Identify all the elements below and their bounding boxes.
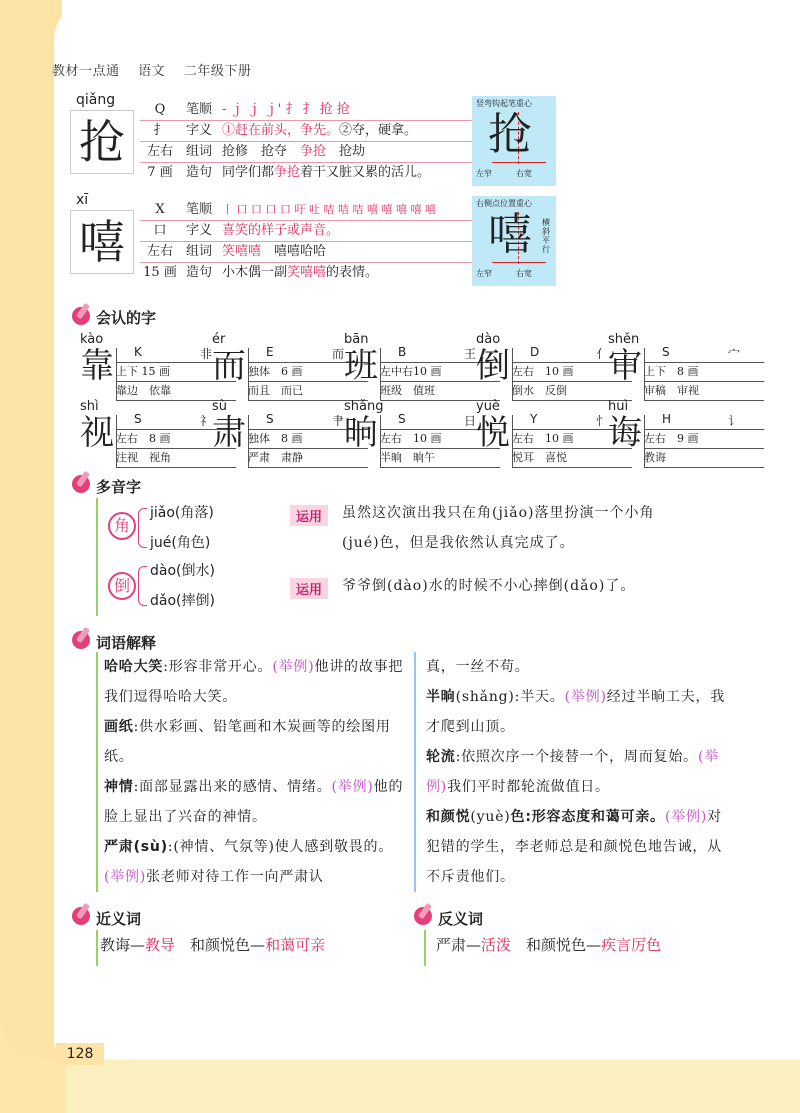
explain-entry xyxy=(426,742,736,802)
rec-words: 注视 视角 xyxy=(116,449,236,468)
header-grade: 二年级下册 xyxy=(183,64,252,79)
card-initial: X xyxy=(155,202,165,217)
explain-entry xyxy=(426,682,736,742)
card-label: 组词 xyxy=(186,244,213,259)
rec-words: 悦耳 喜悦 xyxy=(512,449,632,468)
rec-pinyin: shì xyxy=(80,399,99,414)
card-initial: Q xyxy=(154,102,166,117)
rec-radical: 忄 xyxy=(596,414,609,428)
ant-answer: 活泼 xyxy=(481,936,512,954)
example: 经过半晌工夫，我才爬到山顶。 xyxy=(426,689,726,735)
rec-structure: 左右 10 画 xyxy=(512,430,632,449)
rec-words: 倒水 反倒 xyxy=(512,382,632,401)
example: 张老师对待工作一向严肃认 xyxy=(146,869,324,885)
explain-entry xyxy=(104,772,409,832)
card-char: 抢 xyxy=(70,110,134,174)
card-label: 造句 xyxy=(186,165,213,180)
rec-structure: 左右 8 画 xyxy=(116,430,236,449)
example-label: (举例) xyxy=(272,659,315,675)
header-subject: 语文 xyxy=(138,64,166,79)
ant-word: 严肃— xyxy=(436,936,482,954)
polyphone-usage xyxy=(342,498,742,558)
example: 他讲的故事把我们逗得哈哈大笑。 xyxy=(104,659,404,705)
rec-structure: 独体 6 画 xyxy=(248,363,368,382)
rec-initial: Y xyxy=(530,412,538,426)
example: 他的脸上显出了兴奋的神情。 xyxy=(104,779,404,825)
rec-pinyin: dào xyxy=(476,332,501,347)
usage-line: (jué)色，但是我依然认真完成了。 xyxy=(342,535,575,551)
rec-initial: S xyxy=(266,412,274,426)
synonyms-title: 近义词 xyxy=(96,910,142,928)
rec-char: 班 xyxy=(344,346,378,386)
use-tag: 运用 xyxy=(290,505,328,526)
term: 轮流 xyxy=(426,749,456,765)
rec-structure: 左右 10 画 xyxy=(512,363,632,382)
card-label: 造句 xyxy=(186,265,213,280)
polyphone-char: 角 xyxy=(108,512,136,540)
pencil-icon xyxy=(72,907,90,925)
writing-tip-right: 右宽 xyxy=(516,269,532,278)
writing-tip-char: 抢 xyxy=(488,109,532,160)
writing-tip-char: 嘻 xyxy=(488,209,532,260)
syn-word: 和颜悦色— xyxy=(190,936,266,954)
rec-radical: 宀 xyxy=(728,347,741,361)
use-tag: 运用 xyxy=(290,578,328,599)
rec-radical: 肀 xyxy=(332,414,345,428)
explain-entry xyxy=(426,802,736,892)
card-structure: 左右 xyxy=(146,144,173,159)
rec-radical: 亻 xyxy=(596,347,609,361)
card-stroke-count: 15 画 xyxy=(143,265,177,280)
rec-pinyin: sù xyxy=(212,399,228,414)
card-meaning-1: 喜笑的样子或声音。 xyxy=(222,223,340,238)
rec-initial: H xyxy=(662,412,672,426)
definition: :半天。 xyxy=(514,689,565,705)
card-label: 字义 xyxy=(186,223,213,238)
rec-radical: 讠 xyxy=(728,414,741,428)
header-series: 教材一点通 xyxy=(52,64,120,79)
explain-entry xyxy=(104,652,409,712)
rec-initial: S xyxy=(134,412,142,426)
card-meaning-2: ②夺，硬拿。 xyxy=(339,123,418,138)
card-meaning-1: ①赶在前头，争先。 xyxy=(222,123,340,138)
rec-pinyin: kào xyxy=(80,332,104,347)
pencil-icon xyxy=(72,475,90,493)
term: 哈哈大笑 xyxy=(104,659,164,675)
card-pinyin: xī xyxy=(76,192,89,208)
explain-title: 词语解释 xyxy=(96,634,157,652)
example-label: (举例) xyxy=(331,779,374,795)
rec-structure: 上下 15 画 xyxy=(116,363,236,382)
rec-words: 半晌 晌午 xyxy=(380,449,500,468)
rec-char: 悦 xyxy=(476,413,510,453)
rec-radical: 日 xyxy=(464,414,477,428)
rec-char: 审 xyxy=(608,346,642,386)
card-radical: 扌 xyxy=(153,123,167,138)
rec-char: 倒 xyxy=(476,346,510,386)
card-pinyin: qiǎng xyxy=(76,92,116,108)
rec-radical: 礻 xyxy=(200,414,213,428)
antonyms-line xyxy=(436,934,661,955)
card-word-highlight: 争抢 xyxy=(300,144,327,159)
polyphone-title: 多音字 xyxy=(96,478,142,496)
writing-tip-title: 右侧点位置重心 xyxy=(476,199,532,208)
rec-char: 肃 xyxy=(212,413,246,453)
ant-answer: 疾言厉色 xyxy=(601,936,662,954)
rec-structure: 左右 9 画 xyxy=(644,430,764,449)
rec-initial: S xyxy=(662,345,670,359)
antonyms-divider xyxy=(424,930,426,966)
definition: :(神情、气氛等)使人感到敬畏的。 xyxy=(167,839,394,855)
rec-pinyin: yuè xyxy=(476,399,500,414)
rec-char: 诲 xyxy=(608,413,642,453)
recognize-title: 会认的字 xyxy=(96,309,157,327)
term: 神情 xyxy=(104,779,134,795)
polyphone-reading: jué(角色) xyxy=(150,535,211,551)
rec-table xyxy=(644,412,764,468)
rec-words: 靠边 依靠 xyxy=(116,382,236,401)
recognize-item xyxy=(608,401,768,465)
rec-words: 严肃 肃静 xyxy=(248,449,368,468)
rec-char: 靠 xyxy=(80,346,114,386)
rec-words: 审稿 审视 xyxy=(644,382,764,401)
writing-tip xyxy=(472,96,556,186)
card-label: 笔顺 xyxy=(186,202,213,217)
card-word: 抢劫 xyxy=(326,144,366,159)
pencil-icon xyxy=(414,907,432,925)
card-radical: 口 xyxy=(153,223,167,238)
card-word-highlight: 笑嘻嘻 xyxy=(222,244,262,259)
recognize-item xyxy=(608,334,768,398)
rec-structure: 左中右10 画 xyxy=(380,363,500,382)
definition: 色:形容态度和蔼可亲。 xyxy=(510,809,665,825)
explain-divider xyxy=(96,652,98,892)
writing-tip-left: 左窄 xyxy=(476,169,492,178)
polyphone-bracket xyxy=(138,508,147,548)
rec-pinyin: huì xyxy=(608,399,629,414)
polyphone-usage: 爷爷倒(dào)水的时候不小心摔倒(dǎo)了。 xyxy=(342,578,636,594)
rec-pinyin: ér xyxy=(212,332,226,347)
card-word: 抢修 抢夺 xyxy=(222,144,301,159)
rec-structure: 左右 10 画 xyxy=(380,430,500,449)
card-sentence: 着干又脏又累的活儿。 xyxy=(300,165,431,180)
explain-column-divider xyxy=(414,652,416,892)
rec-initial: K xyxy=(134,345,142,359)
page-side-band xyxy=(0,0,62,1060)
term: 画纸 xyxy=(104,719,134,735)
explain-entry xyxy=(104,832,409,892)
polyphone-reading: jiǎo(角落) xyxy=(150,505,214,521)
card-sentence: 小木偶一副 xyxy=(222,265,288,280)
rec-initial: E xyxy=(266,345,274,359)
definition: :形容非常开心。 xyxy=(163,659,273,675)
page-header xyxy=(52,60,265,79)
synonyms-line xyxy=(100,934,325,955)
term-pinyin: (yuè) xyxy=(470,809,511,825)
rec-pinyin: shǎng xyxy=(344,399,384,414)
polyphone-reading: dào(倒水) xyxy=(150,563,215,579)
example: 对犯错的学生，李老师总是和颜悦色地告诫，从不斥责他们。 xyxy=(426,809,722,885)
polyphone-divider xyxy=(96,498,98,616)
explain-continuation: 真，一丝不苟。 xyxy=(426,659,530,675)
rec-structure: 独体 8 画 xyxy=(248,430,368,449)
card-sentence-highlight: 争抢 xyxy=(274,165,301,180)
card-stroke-order: 丨 口 口 口 口 吁 吐 咭 咭 咭 嘻 嘻 嘻 嘻 嘻 xyxy=(222,203,436,216)
writing-tip-side: 横斜平行 xyxy=(542,218,550,254)
card-stroke-order: - ｊ ｊ ｊ' 扌 扌 抢 抢 xyxy=(222,102,350,117)
rec-initial: B xyxy=(398,345,407,359)
card-stroke-count: 7 画 xyxy=(147,165,173,180)
rec-char: 而 xyxy=(212,346,246,386)
term: 严肃(sù) xyxy=(104,839,168,855)
explain-entry xyxy=(104,712,409,772)
card-word: 嘻嘻哈哈 xyxy=(261,244,327,259)
definition: :供水彩画、铅笔画和木炭画等的绘图用纸。 xyxy=(104,719,391,765)
rec-words: 班级 值班 xyxy=(380,382,500,401)
rec-pinyin: bān xyxy=(344,332,369,347)
writing-tip xyxy=(472,196,556,286)
ant-word: 和颜悦色— xyxy=(526,936,602,954)
card-char: 嘻 xyxy=(70,210,134,274)
term: 半晌 xyxy=(426,689,456,705)
polyphone-reading: dǎo(摔倒) xyxy=(150,593,215,609)
rec-char: 视 xyxy=(80,413,114,453)
explain-right xyxy=(426,652,736,892)
card-sentence: 同学们都 xyxy=(222,165,275,180)
writing-tip-left: 左窄 xyxy=(476,269,492,278)
example-label: (举例) xyxy=(104,869,147,885)
char-card-qiang xyxy=(70,92,556,186)
example-label: (举例) xyxy=(564,689,607,705)
antonyms-title: 反义词 xyxy=(438,910,484,928)
synonyms-divider xyxy=(96,930,98,966)
writing-tip-right: 右宽 xyxy=(516,169,532,178)
card-label: 笔顺 xyxy=(186,102,213,117)
explain-left xyxy=(104,652,409,892)
rec-structure: 上下 8 画 xyxy=(644,363,764,382)
pencil-icon xyxy=(72,307,90,325)
rec-radical: 王 xyxy=(464,347,477,361)
rec-pinyin: shěn xyxy=(608,332,640,347)
syn-answer: 和蔼可亲 xyxy=(265,936,326,954)
definition: :依照次序一个接替一个，周而复始。 xyxy=(455,749,698,765)
writing-tip-title: 竖弯钩起笔重心 xyxy=(476,99,532,108)
card-structure: 左右 xyxy=(146,244,173,259)
polyphone-bracket xyxy=(138,566,147,606)
syn-answer: 教导 xyxy=(145,936,176,954)
card-sentence: 的表情。 xyxy=(326,265,379,280)
definition: :面部显露出来的感情、情绪。 xyxy=(133,779,332,795)
rec-radical: 非 xyxy=(200,347,213,361)
rec-words: 教诲 xyxy=(644,449,764,468)
example-label: (举例) xyxy=(426,749,719,795)
char-card-xi xyxy=(70,192,556,286)
polyphone-char: 倒 xyxy=(108,572,136,600)
card-label: 字义 xyxy=(186,123,213,138)
term-pinyin: (shǎng) xyxy=(455,689,515,705)
pencil-icon xyxy=(72,631,90,649)
term: 和颜悦 xyxy=(426,809,471,825)
rec-radical: 而 xyxy=(332,347,345,361)
example-label: (举例) xyxy=(664,809,708,825)
usage-line: 虽然这次演出我只在角(jiǎo)落里扮演一个小角 xyxy=(342,505,655,521)
syn-word: 教诲— xyxy=(100,936,146,954)
rec-initial: S xyxy=(398,412,406,426)
card-label: 组词 xyxy=(186,144,213,159)
page-number: 128 xyxy=(56,1043,104,1065)
rec-table xyxy=(644,345,764,401)
rec-char: 晌 xyxy=(344,413,378,453)
rec-words: 而且 而已 xyxy=(248,382,368,401)
rec-initial: D xyxy=(530,345,540,359)
example: 我们平时都轮流做值日。 xyxy=(447,779,610,795)
card-sentence-highlight: 笑嘻嘻 xyxy=(287,265,327,280)
